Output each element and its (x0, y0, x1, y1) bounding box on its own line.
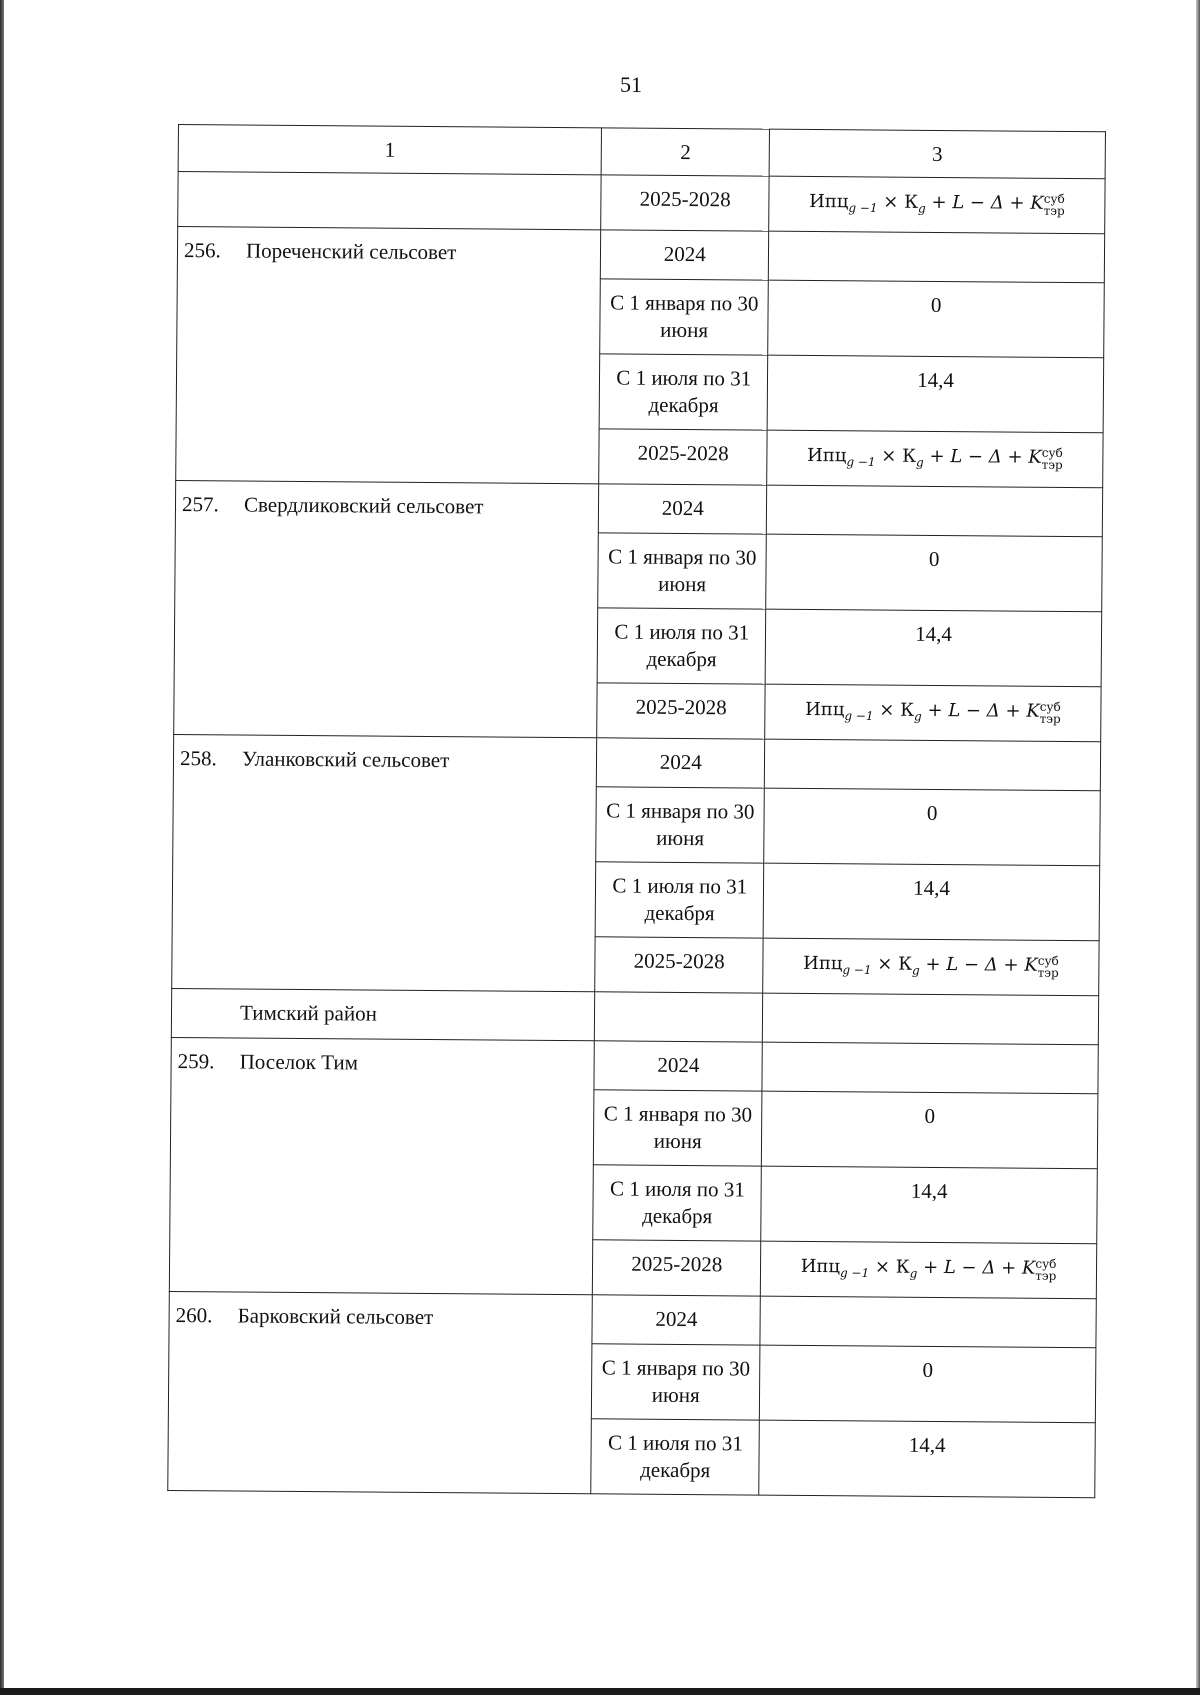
formula-part: × К (869, 1256, 910, 1278)
entity-number: 256. (183, 238, 221, 263)
formula (803, 950, 1059, 986)
value-cell (768, 231, 1104, 283)
value-cell (762, 993, 1098, 1045)
table-row (169, 1291, 1096, 1347)
entity-name: Свердликовский сельсовет (243, 492, 484, 519)
formula-sub2: тэр (1037, 965, 1059, 980)
formula-sub: g −1 (844, 708, 874, 724)
formula-supsub (1044, 193, 1065, 217)
value-cell: 0 (761, 1091, 1097, 1169)
scan-edge-right (1196, 0, 1200, 1695)
formula-part: + L − Δ + K (923, 445, 1042, 468)
formula-sub: g (913, 709, 922, 724)
value-cell (767, 430, 1103, 488)
formula-sub2: тэр (1035, 1268, 1057, 1283)
period-cell: С 1 июля по 31 декабря (597, 608, 765, 684)
entity-name-cell (168, 1291, 593, 1493)
header-row (178, 125, 1105, 179)
value-cell: 0 (764, 788, 1100, 866)
value-cell (762, 1042, 1098, 1094)
formula-part: × К (875, 445, 917, 467)
formula-sup: суб (1039, 699, 1061, 714)
period-cell: 2025-2028 (595, 937, 763, 993)
period-cell: С 1 января по 30 июня (596, 787, 764, 863)
formula-sup: суб (1035, 1256, 1057, 1271)
period-cell: С 1 июля по 31 декабря (591, 1419, 759, 1495)
formula-sub2: тэр (1039, 711, 1061, 726)
period-cell: 2025-2028 (599, 429, 767, 485)
period-cell: С 1 января по 30 июня (598, 533, 766, 609)
value-cell (764, 739, 1100, 791)
table-row (171, 1037, 1098, 1093)
header-cell: 3 (769, 129, 1105, 179)
period-cell: 2024 (592, 1295, 760, 1345)
formula-base: Ипц (809, 190, 849, 213)
period-cell: С 1 января по 30 июня (600, 279, 768, 355)
entity-name-cell (176, 227, 601, 484)
entity-name: Пореченский сельсовет (245, 238, 457, 265)
formula-sub: g (917, 201, 926, 216)
value-cell: 14,4 (759, 1420, 1095, 1498)
scan-edge-left (0, 0, 4, 1695)
period-cell: 2025-2028 (593, 1240, 761, 1296)
formula-sub: g (911, 963, 920, 978)
entity-name-cell (172, 734, 597, 991)
table-row (175, 480, 1102, 536)
page-number: 51 (620, 72, 642, 97)
value-cell (766, 485, 1102, 537)
period-cell: 2024 (601, 230, 769, 280)
name-cell (178, 172, 602, 230)
period-cell (595, 992, 763, 1042)
formula-supsub (1038, 955, 1059, 979)
formula-sup: суб (1043, 191, 1065, 206)
tariff-table (167, 124, 1106, 1498)
entity-number: 259. (177, 1049, 215, 1074)
formula-base: Ипц (800, 1255, 841, 1278)
value-cell: 0 (768, 280, 1104, 358)
value-cell (765, 684, 1101, 742)
formula-sub: g (909, 1266, 918, 1281)
period-cell: 2024 (599, 484, 767, 534)
entity-number: 260. (175, 1303, 213, 1328)
district-name: Тимский район (239, 1000, 378, 1026)
value-cell: 14,4 (761, 1166, 1097, 1244)
district-name-cell (171, 988, 595, 1040)
header-cell: 1 (178, 125, 602, 175)
formula (807, 442, 1063, 478)
formula (809, 188, 1065, 224)
formula-base: Ипц (805, 698, 845, 721)
value-cell (763, 938, 1099, 996)
district-row (171, 988, 1098, 1044)
entity-name: Поселок Тим (239, 1049, 359, 1075)
formula-sub: g −1 (839, 1265, 870, 1281)
entity-name: Уланковский сельсовет (241, 746, 450, 773)
value-cell (769, 176, 1105, 234)
formula-part: + L − Δ + K (921, 699, 1040, 722)
formula-part: + L − Δ + K (919, 953, 1038, 976)
entity-name-cell (169, 1037, 594, 1294)
scan-edge-bottom (0, 1688, 1200, 1695)
period-cell: 2024 (597, 738, 765, 788)
formula-part: + L − Δ + K (925, 191, 1044, 214)
formula-sub: g −1 (848, 200, 878, 216)
formula-base: Ипц (807, 444, 847, 467)
period-cell: С 1 января по 30 июня (592, 1344, 760, 1420)
table-row (173, 734, 1100, 790)
period-cell: С 1 января по 30 июня (594, 1090, 762, 1166)
header-cell: 2 (601, 128, 769, 176)
entity-number: 257. (181, 492, 219, 517)
formula-sub2: тэр (1043, 203, 1065, 218)
entity-number: 258. (179, 746, 217, 771)
value-cell: 14,4 (767, 355, 1103, 433)
period-cell: 2025-2028 (601, 175, 769, 231)
value-cell: 0 (759, 1345, 1095, 1423)
value-cell (760, 1296, 1096, 1348)
period-cell: 2025-2028 (597, 683, 765, 739)
formula-part: × К (877, 191, 919, 213)
value-cell: 14,4 (765, 609, 1101, 687)
formula-sub: g −1 (846, 454, 876, 470)
entity-name: Барковский сельсовет (237, 1303, 434, 1330)
formula-supsub (1040, 701, 1061, 725)
value-cell: 0 (766, 534, 1102, 612)
formula-base: Ипц (803, 952, 843, 975)
formula-sup: суб (1041, 445, 1063, 460)
entity-name-cell (174, 480, 599, 737)
value-cell (760, 1241, 1096, 1299)
period-cell: С 1 июля по 31 декабря (599, 354, 767, 430)
formula-part: × К (873, 699, 915, 721)
formula-part: + L − Δ + K (917, 1256, 1036, 1279)
formula (801, 1253, 1057, 1289)
period-cell: 2024 (594, 1041, 762, 1091)
formula-sub2: тэр (1041, 457, 1063, 472)
formula (805, 696, 1061, 732)
table-row (177, 227, 1104, 283)
continuation-row (178, 172, 1105, 234)
period-cell: С 1 июля по 31 декабря (593, 1165, 761, 1241)
period-cell: С 1 июля по 31 декабря (595, 862, 763, 938)
formula-sup: суб (1037, 953, 1059, 968)
formula-supsub (1042, 447, 1063, 471)
formula-sub: g (915, 455, 924, 470)
formula-sub: g −1 (842, 962, 872, 978)
formula-supsub (1035, 1258, 1056, 1282)
formula-part: × К (871, 953, 913, 975)
value-cell: 14,4 (763, 863, 1099, 941)
